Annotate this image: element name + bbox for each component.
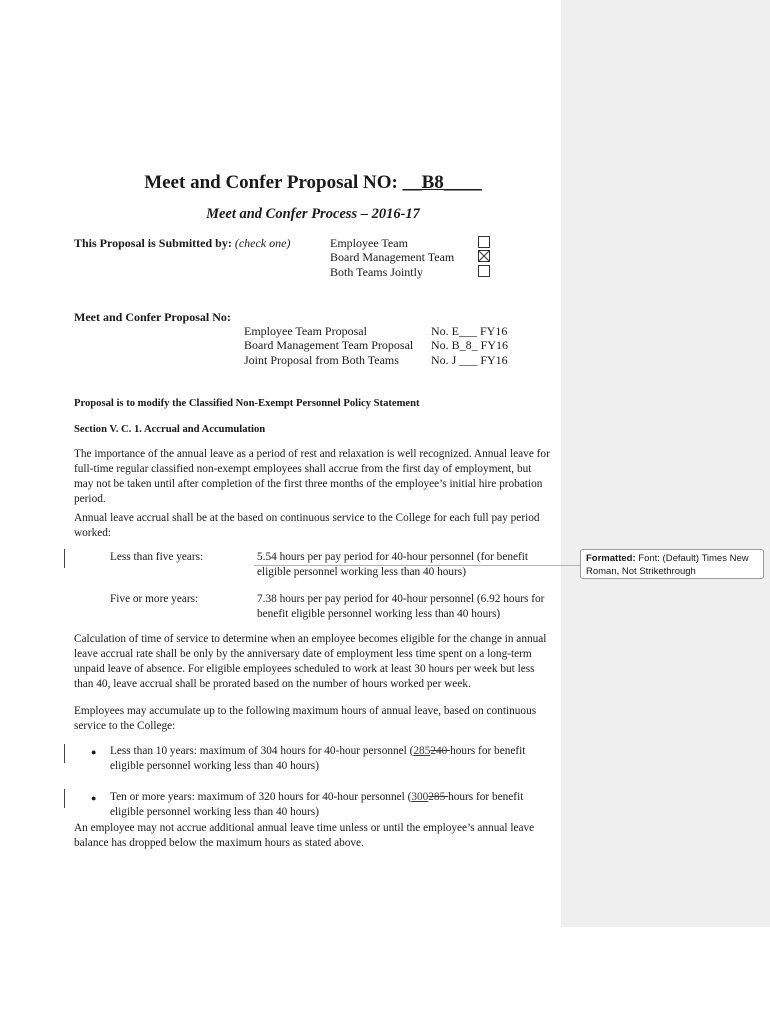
option-both-teams: Both Teams Jointly [330,265,423,279]
proposal-number: __B8____ [402,172,482,193]
formatting-comment[interactable]: Formatted: Font: (Default) Times New Roman, Not Strikethrough [580,549,764,579]
proposal-no-label: Meet and Confer Proposal No: [74,310,231,324]
comments-pane [561,0,770,927]
proposal-row-name: Board Management Team Proposal [244,338,414,352]
change-bar [64,549,65,568]
list-item-continuation: eligible personnel working less than 40 hours) [110,760,319,772]
paragraph: An employee may not accrue additional annual leave time unless or until the employee’s annual leave balance has dropped below the maximum hours as stated above. [74,822,535,849]
option-board-management-team: Board Management Team [330,250,455,264]
checked-x-icon [479,251,489,261]
rate-value: eligible personnel working less than 40 hours) [257,566,466,578]
checkbox-both-teams[interactable] [478,265,490,277]
page-subtitle: Meet and Confer Process – 2016-17 [206,206,420,222]
page-title: Meet and Confer Proposal NO: __B8____ [144,172,482,193]
section-subheading: Section V. C. 1. Accrual and Accumulation [74,424,266,435]
rate-value: 5.54 hours per pay period for 40-hour personnel (for benefit [257,551,529,563]
rate-label: Less than five years: [110,551,204,563]
bullet-icon: ● [91,747,97,757]
list-item: Less than 10 years: maximum of 304 hours for 40-hour personnel (285240 hours for benefit [110,745,526,757]
paragraph: Calculation of time of service to determine when an employee becomes eligible for the change in annual leave accrual rate shall be only by the anniversary date of employment less time spent on a long-term unpaid leave of absence. For eligible employees scheduled to work at least 30 hours per week but less than 40, leave accrual shall be prorated based on the number of hours worked per week. [74,633,547,690]
list-item: Ten or more years: maximum of 320 hours for 40-hour personnel (300285 hours for benefit [110,791,524,803]
comment-connector [254,565,580,566]
checkbox-board-management-team[interactable] [478,250,490,262]
rate-value: benefit eligible personnel working less than 40 hours) [257,608,501,620]
proposal-row-name: Joint Proposal from Both Teams [244,353,399,367]
proposal-row-number: No. B_8_ FY16 [431,338,509,352]
deleted-text: 240 [430,745,451,757]
submitted-by-label: This Proposal is Submitted by: (check one) [74,236,291,250]
list-item-continuation: eligible personnel working less than 40 hours) [110,806,319,818]
change-bar [64,744,65,763]
rate-label: Five or more years: [110,593,199,605]
deleted-text: 285 [428,791,449,803]
inserted-text: 300 [411,791,429,803]
inserted-text: 285 [413,745,431,757]
checkbox-employee-team[interactable] [478,236,490,248]
section-heading: Proposal is to modify the Classified Non-Exempt Personnel Policy Statement [74,398,420,409]
paragraph: The importance of the annual leave as a period of rest and relaxation is well recognized. Annual leave for full-time regular classified non-exempt employees shall accrue from the first day of employment, but may not be taken until after completion of the first three months of the employee’s initial hire probation period. [74,448,550,505]
option-employee-team: Employee Team [330,236,408,250]
proposal-row-number: No. E___ FY16 [431,324,508,338]
paragraph: Annual leave accrual shall be at the based on continuous service to the College for each full pay period worked: [74,512,540,539]
paragraph: Employees may accumulate up to the following maximum hours of annual leave, based on continuous service to the College: [74,705,537,732]
proposal-row-name: Employee Team Proposal [244,324,367,338]
rate-value: 7.38 hours per pay period for 40-hour personnel (6.92 hours for [257,593,545,605]
change-bar [64,789,65,808]
bullet-icon: ● [91,793,97,803]
proposal-row-number: No. J ___ FY16 [431,353,508,367]
